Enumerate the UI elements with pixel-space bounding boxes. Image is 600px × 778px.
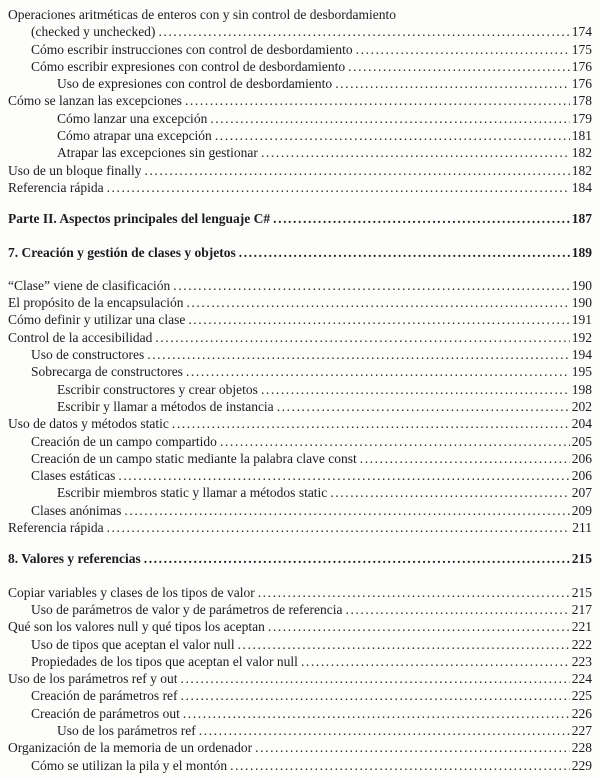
toc-entry (8, 244, 592, 261)
dot-leader (188, 311, 569, 328)
toc-entry-label: Control de la accesibilidad (8, 329, 153, 345)
toc-entry (8, 346, 592, 363)
toc-page-number: 181 (571, 128, 592, 144)
toc-entry-label: Propiedades de los tipos que aceptan el valor null (31, 653, 298, 669)
toc-page-number: 182 (571, 145, 592, 161)
dot-leader (335, 75, 570, 92)
toc-page-number: 195 (571, 364, 592, 380)
dot-leader (348, 58, 570, 75)
dot-leader (268, 618, 570, 635)
toc-page-number: 215 (571, 584, 592, 600)
toc-entry-label: Uso de los parámetros ref (57, 722, 196, 738)
toc-entry (8, 450, 592, 467)
dot-leader (107, 179, 570, 196)
toc-entry-label: Escribir constructores y crear objetos (57, 381, 258, 397)
toc-page-number: 204 (571, 416, 592, 432)
toc-entry-label: Creación de un campo compartido (31, 433, 217, 449)
toc-entry-label: Uso de un bloque finally (8, 162, 142, 178)
dot-leader (330, 484, 569, 501)
toc-page-number: 207 (571, 485, 592, 501)
dot-leader (215, 127, 570, 144)
toc-page-number: 190 (571, 277, 592, 293)
dot-leader (356, 41, 570, 58)
toc-entry-label: Escribir y llamar a métodos de instancia (57, 398, 274, 414)
toc-page-number: 194 (571, 347, 592, 363)
dot-leader (158, 23, 569, 40)
dot-leader (255, 739, 570, 756)
dot-leader (186, 294, 569, 311)
dot-leader (199, 722, 570, 739)
dot-leader (277, 398, 570, 415)
toc-page-number: 182 (571, 162, 592, 178)
toc-entry-label: Creación de un campo static mediante la palabra clave const (31, 450, 357, 466)
toc-entry (8, 484, 592, 501)
dot-leader (273, 210, 570, 227)
dot-leader (258, 584, 570, 601)
toc-entry (8, 653, 592, 670)
toc-page-number: 187 (571, 211, 592, 227)
toc-entry-label: “Clase” viene de clasificación (8, 277, 171, 293)
toc-entry-label: Creación de parámetros ref (31, 688, 178, 704)
toc-entry (8, 433, 592, 450)
dot-leader (185, 92, 570, 109)
dot-leader (180, 670, 569, 687)
toc-page-number: 224 (571, 671, 592, 687)
toc-page-number: 189 (571, 244, 592, 260)
toc-entry (8, 127, 592, 144)
dot-leader (155, 329, 569, 346)
toc-entry (8, 636, 592, 653)
toc-page-number: 226 (571, 705, 592, 721)
toc-entry (8, 6, 592, 23)
dot-leader (183, 705, 570, 722)
toc-page-number: 198 (571, 381, 592, 397)
toc-page-number: 174 (571, 24, 592, 40)
toc-page-number: 221 (571, 619, 592, 635)
toc-page-number: 184 (571, 179, 592, 195)
toc-entry-label: Copiar variables y clases de los tipos de valor (8, 584, 255, 600)
dot-leader (261, 381, 570, 398)
toc-entry-label: Cómo lanzar una excepción (57, 110, 208, 126)
toc-entry-label: Referencia rápida (8, 520, 104, 536)
toc-entry-label: Cómo se lanzan las excepciones (8, 93, 182, 109)
toc-entry-label: Clases estáticas (31, 468, 116, 484)
toc-entry (8, 144, 592, 161)
toc-entry-label: Uso de los parámetros ref y out (8, 671, 178, 687)
toc-entry (8, 277, 592, 294)
toc-entry-label: Escribir miembros static y llamar a métodos static (57, 485, 328, 501)
toc-page-number: 191 (571, 312, 592, 328)
toc-entry (8, 415, 592, 432)
dot-leader (230, 757, 570, 774)
dot-leader (261, 144, 570, 161)
dot-leader (147, 346, 570, 363)
toc-entry-label: Cómo definir y utilizar una clase (8, 312, 186, 328)
toc-entry (8, 23, 592, 40)
toc-entry (8, 502, 592, 519)
toc-page-number: 223 (571, 653, 592, 669)
toc-entry-label: Clases anónimas (31, 502, 122, 518)
toc-page-number: 228 (571, 740, 592, 756)
toc-entry-label: Creación de parámetros out (31, 705, 180, 721)
toc-entry (8, 687, 592, 704)
dot-leader (345, 601, 569, 618)
toc-entry (8, 670, 592, 687)
toc-entry-label: El propósito de la encapsulación (8, 295, 184, 311)
toc-entry-label: Qué son los valores null y qué tipos los aceptan (8, 619, 265, 635)
toc-entry (8, 705, 592, 722)
toc-page-number: 227 (571, 722, 592, 738)
toc-entry-label: Atrapar las excepciones sin gestionar (57, 145, 258, 161)
toc-entry-label: Uso de tipos que aceptan el valor null (31, 636, 235, 652)
toc-page-number: 217 (571, 601, 592, 617)
toc-entry-label: Organización de la memoria de un ordenador (8, 740, 253, 756)
toc-entry (8, 467, 592, 484)
toc-entry (8, 757, 592, 774)
toc-page-number: 176 (571, 58, 592, 74)
toc-entry (8, 311, 592, 328)
dot-leader (220, 433, 570, 450)
toc-entry-label: 7. Creación y gestión de clases y objetos (8, 244, 236, 260)
toc-entry-label: Cómo escribir instrucciones con control de desbordamiento (31, 41, 353, 57)
toc-entry (8, 294, 592, 311)
toc-page-number: 176 (571, 76, 592, 92)
toc-entry (8, 584, 592, 601)
toc-list (8, 6, 592, 774)
toc-entry (8, 398, 592, 415)
dot-leader (301, 653, 570, 670)
toc-page-number: 205 (571, 433, 592, 449)
toc-page-number: 202 (571, 398, 592, 414)
toc-entry-label: Operaciones aritméticas de enteros con y sin control de desbordamiento (8, 7, 396, 22)
toc-entry (8, 41, 592, 58)
toc-page-number: 178 (571, 93, 592, 109)
toc-entry (8, 179, 592, 196)
dot-leader (124, 502, 569, 519)
toc-entry (8, 162, 592, 179)
toc-entry (8, 92, 592, 109)
toc-entry (8, 110, 592, 127)
toc-entry (8, 519, 592, 536)
dot-leader (210, 110, 569, 127)
dot-leader (360, 450, 570, 467)
toc-entry (8, 381, 592, 398)
toc-entry-label: Cómo atrapar una excepción (57, 128, 212, 144)
toc-page-number: 206 (571, 450, 592, 466)
toc-entry (8, 601, 592, 618)
toc-entry-label: Uso de constructores (31, 347, 145, 363)
toc-entry (8, 363, 592, 380)
toc-entry-label: Uso de expresiones con control de desbordamiento (57, 76, 333, 92)
toc-page-number: 222 (571, 636, 592, 652)
toc-page-number: 209 (571, 502, 592, 518)
toc-entry (8, 618, 592, 635)
dot-leader (144, 550, 570, 567)
dot-leader (181, 687, 570, 704)
dot-leader (172, 415, 570, 432)
dot-leader (144, 162, 569, 179)
toc-page-number: 192 (571, 329, 592, 345)
toc-entry (8, 550, 592, 567)
dot-leader (118, 467, 569, 484)
toc-entry-label: Sobrecarga de constructores (31, 364, 183, 380)
toc-entry-label: Uso de parámetros de valor y de parámetros de referencia (31, 601, 343, 617)
toc-entry-label: 8. Valores y referencias (8, 551, 141, 567)
toc-entry (8, 739, 592, 756)
toc-page-number: 179 (571, 110, 592, 126)
toc-entry-label: Cómo se utilizan la pila y el montón (31, 757, 228, 773)
toc-entry-label: Uso de datos y métodos static (8, 416, 169, 432)
toc-page-number: 211 (572, 520, 592, 536)
toc-entry (8, 329, 592, 346)
toc-page-number: 190 (571, 295, 592, 311)
dot-leader (173, 277, 569, 294)
dot-leader (107, 519, 571, 536)
toc-entry-label: Parte II. Aspectos principales del lenguaje C# (8, 211, 271, 227)
dot-leader (238, 636, 570, 653)
toc-entry (8, 58, 592, 75)
toc-page-number: 225 (571, 688, 592, 704)
toc-entry (8, 722, 592, 739)
dot-leader (239, 244, 570, 261)
toc-page-number: 175 (571, 41, 592, 57)
toc-page-number: 215 (571, 551, 592, 567)
toc-entry (8, 210, 592, 227)
toc-page-number: 206 (571, 468, 592, 484)
toc-entry-label: (checked y unchecked) (31, 24, 156, 40)
toc-entry (8, 75, 592, 92)
toc-entry-label: Cómo escribir expresiones con control de desbordamiento (31, 58, 346, 74)
toc-entry-label: Referencia rápida (8, 179, 104, 195)
toc-page-number: 229 (571, 757, 592, 773)
dot-leader (186, 363, 570, 380)
